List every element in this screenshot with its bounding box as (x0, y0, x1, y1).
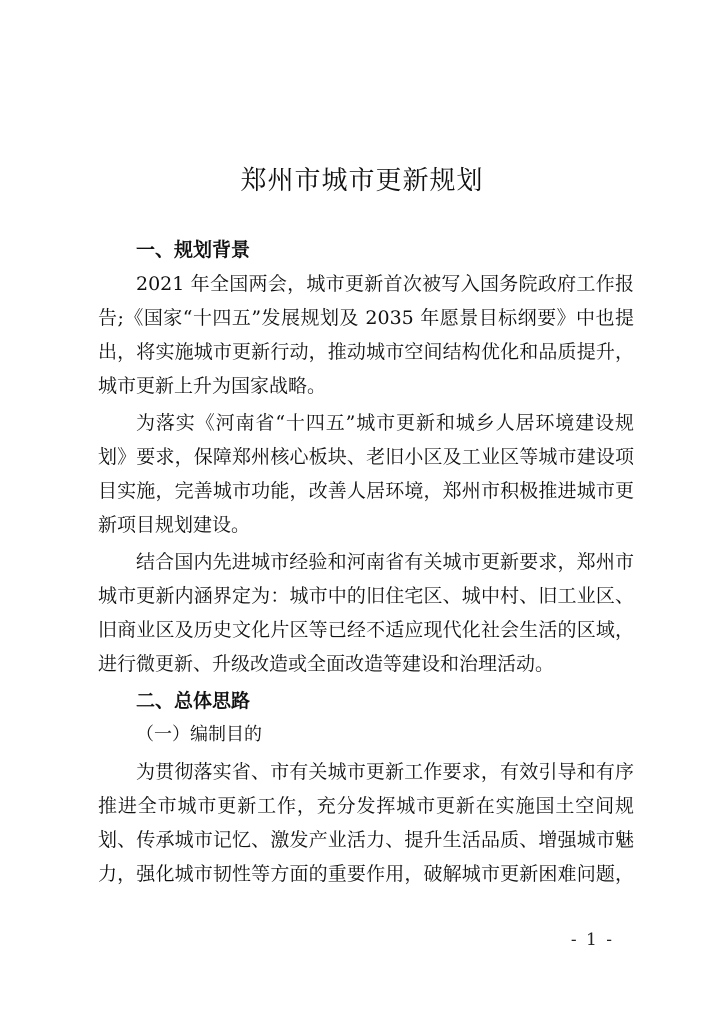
paragraph-line: 城市更新内涵界定为：城市中的旧住宅区、城中村、旧工业区、 (98, 585, 634, 607)
paragraph-1 (98, 267, 634, 403)
paragraph-line: 推进全市城市更新工作，充分发挥城市更新在实施国土空间规 (98, 795, 634, 817)
paragraph-line: 力，强化城市韧性等方面的重要作用，破解城市更新困难问题， (98, 863, 634, 885)
subsection-heading-purpose: （一）编制目的 (136, 724, 262, 745)
paragraph-4 (98, 755, 634, 891)
paragraph-line: 告;《国家“十四五”发展规划及 2035 年愿景目标纲要》中也提 (98, 307, 634, 329)
paragraph-3 (98, 545, 634, 681)
paragraph-line: 结合国内先进城市经验和河南省有关城市更新要求，郑州市 (136, 551, 634, 573)
paragraph-line: 城市更新上升为国家战略。 (98, 375, 327, 397)
paragraph-line: 出，将实施城市更新行动，推动城市空间结构优化和品质提升， (98, 341, 634, 363)
paragraph-2 (98, 406, 634, 542)
section-heading-overall-approach: 二、总体思路 (136, 690, 251, 712)
paragraph-line: 2021 年全国两会，城市更新首次被写入国务院政府工作报 (136, 273, 634, 295)
paragraph-line: 进行微更新、升级改造或全面改造等建设和治理活动。 (98, 653, 555, 675)
section-heading-background: 一、规划背景 (136, 239, 251, 261)
paragraph-line: 目实施，完善城市功能，改善人居环境，郑州市积极推进城市更 (98, 480, 634, 502)
paragraph-line: 为落实《河南省“十四五”城市更新和城乡人居环境建设规 (136, 412, 634, 434)
paragraph-line: 划》要求，保障郑州核心板块、老旧小区及工业区等城市建设项 (98, 446, 634, 468)
document-title: 郑州市城市更新规划 (240, 166, 484, 196)
paragraph-line: 划、传承城市记忆、激发产业活力、提升生活品质、增强城市魅 (98, 829, 634, 851)
document-body (98, 233, 634, 891)
paragraph-line: 为贯彻落实省、市有关城市更新工作要求，有效引导和有序 (136, 761, 634, 783)
paragraph-line: 旧商业区及历史文化片区等已经不适应现代化社会生活的区域， (98, 619, 634, 641)
paragraph-line: 新项目规划建设。 (98, 514, 251, 536)
page-number: - 1 - (570, 930, 614, 950)
